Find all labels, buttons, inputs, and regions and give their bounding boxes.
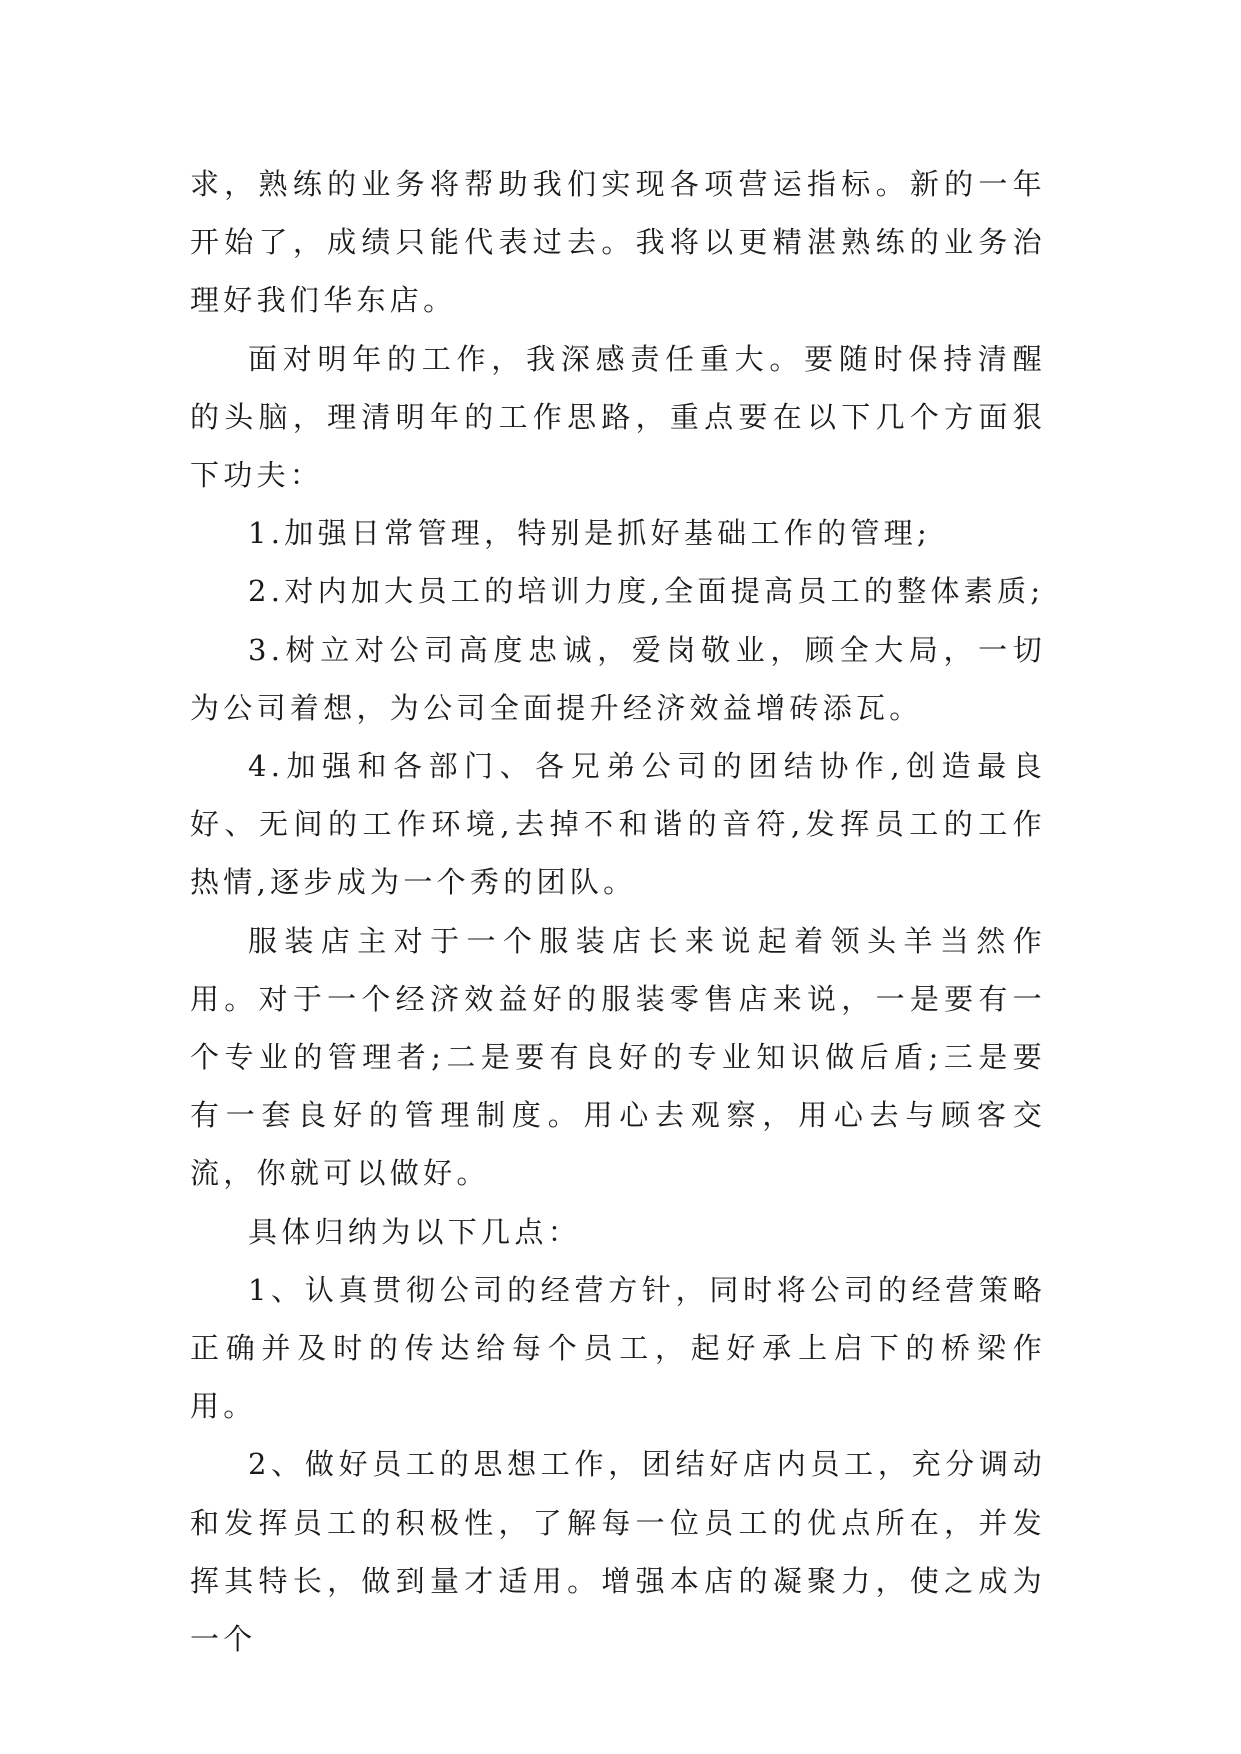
paragraph: 求，熟练的业务将帮助我们实现各项营运指标。新的一年开始了，成绩只能代表过去。我将以更精湛熟练的业务治理好我们华东店。 — [190, 167, 1046, 318]
paragraph: 具体归纳为以下几点： — [248, 1214, 582, 1249]
paragraph: 服装店主对于一个服装店长来说起着领头羊当然作用。对于一个经济效益好的服装零售店来说，一是要有一个专业的管理者;二是要有良好的专业知识做后盾;三是要有一套良好的管理制度。用心去观察，用心去与顾客交流，你就可以做好。 — [190, 923, 1046, 1191]
list-item: 1、认真贯彻公司的经营方针，同时将公司的经营策略正确并及时的传达给每个员工，起好承上启下的桥梁作用。 — [190, 1272, 1046, 1424]
paragraph: 面对明年的工作，我深感责任重大。要随时保持清醒的头脑，理清明年的工作思路，重点要在以下几个方面狠下功夫： — [190, 341, 1046, 493]
document-body — [190, 155, 1046, 1668]
list-item: 1.加强日常管理，特别是抓好基础工作的管理; — [248, 516, 932, 551]
list-item: 2.对内加大员工的培训力度,全面提高员工的整体素质; — [248, 574, 1045, 609]
list-item: 4.加强和各部门、各兄弟公司的团结协作,创造最良好、无间的工作环境,去掉不和谐的音符,发挥员工的工作热情,逐步成为一个秀的团队。 — [190, 749, 1046, 900]
list-item: 2、做好员工的思想工作，团结好店内员工，充分调动和发挥员工的积极性，了解每一位员工的优点所在，并发挥其特长，做到量才适用。增强本店的凝聚力，使之成为一个 — [190, 1447, 1046, 1657]
list-item: 3.树立对公司高度忠诚，爱岗敬业，顾全大局，一切为公司着想，为公司全面提升经济效益增砖添瓦。 — [190, 632, 1046, 725]
